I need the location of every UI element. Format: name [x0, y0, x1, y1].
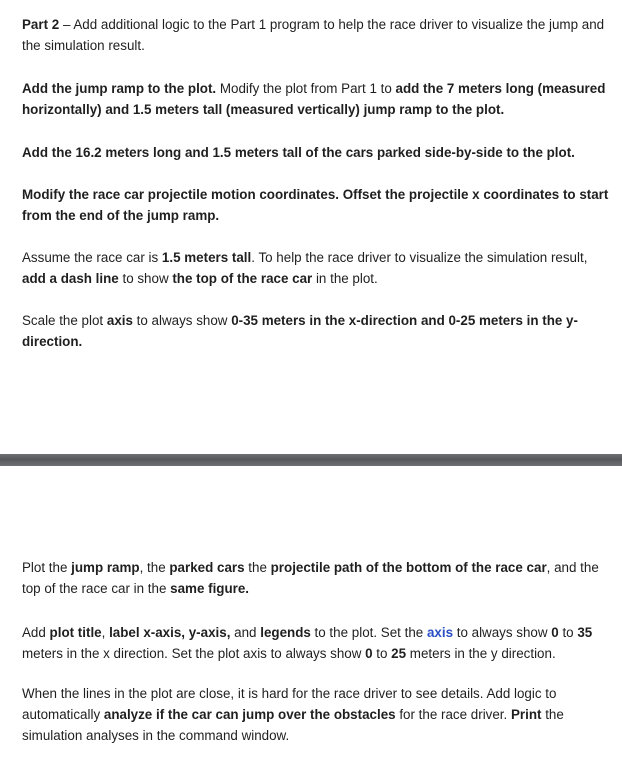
labels-t1: Add [22, 625, 50, 640]
plot-b3: projectile path of the bottom of the race car [270, 560, 547, 575]
projectile-rest: Offset the projectile x coordinates to start from the end of the jump ramp. [22, 187, 609, 223]
page-break-divider [0, 454, 622, 466]
race-car-b3: the top of the race car [172, 271, 313, 286]
labels-t3: and [230, 625, 261, 640]
labels-t5: to always show [453, 625, 552, 640]
labels-b6: 0 [365, 646, 373, 661]
labels-axis-highlight: axis [426, 625, 454, 640]
analysis-b2: Print [507, 707, 542, 722]
plot-t4: , and the top of the race car in the [22, 560, 599, 596]
analysis-paragraph [22, 683, 612, 746]
plot-b1: jump ramp [71, 560, 140, 575]
labels-b7: 25 [391, 646, 407, 661]
cars-text: Add the 16.2 meters long and 1.5 meters tall of the cars parked side-by-side to the plot. [22, 145, 575, 160]
projectile-lead: Modify the race car projectile motion coordinates. [22, 187, 339, 202]
scale-b1: axis [106, 313, 133, 328]
labels-b1: plot title [49, 625, 102, 640]
ramp-mid: Modify the plot from Part 1 to [216, 81, 396, 96]
labels-b5: 35 [577, 625, 593, 640]
race-car-t3: to show [118, 271, 173, 286]
analysis-t1: When the lines in the plot are close, it is hard for the race driver to see details. Add logic to automatically [22, 686, 557, 722]
plot-b4: same figure. [170, 581, 250, 596]
projectile-paragraph [22, 184, 612, 226]
labels-b3: legends [260, 625, 311, 640]
analysis-t2: for the race driver. [395, 707, 508, 722]
labels-t9: meters in the y direction. [406, 646, 556, 661]
part2-intro-text: – Add additional logic to the Part 1 program to help the race driver to visualize the jump and the simulation result. [22, 17, 605, 53]
plot-t2: , the [139, 560, 170, 575]
part2-intro-paragraph [22, 14, 612, 56]
ramp-lead: Add the jump ramp to the plot. [22, 81, 217, 96]
race-car-paragraph [22, 247, 612, 289]
analysis-t3: the simulation analyses in the command window. [22, 707, 564, 743]
scale-t1: Scale the plot [22, 313, 107, 328]
race-car-b2: add a dash line [22, 271, 119, 286]
race-car-t1: Assume the race car is [22, 250, 162, 265]
page-2 [0, 466, 622, 771]
scale-paragraph [22, 310, 612, 352]
ramp-paragraph [22, 78, 612, 120]
labels-t4: to the plot. Set the [310, 625, 427, 640]
labels-b2: label x-axis, y-axis, [109, 625, 231, 640]
labels-t2: , [101, 625, 110, 640]
plot-paragraph [22, 557, 612, 599]
analysis-b1: analyze if the car can jump over the obstacles [103, 707, 396, 722]
labels-b4: 0 [551, 625, 559, 640]
race-car-t2: . To help the race driver to visualize the simulation result, [251, 250, 588, 265]
part2-label: Part 2 [22, 17, 60, 32]
labels-t7: meters in the x direction. Set the plot axis to always show [22, 646, 366, 661]
labels-t8: to [372, 646, 392, 661]
plot-t1: Plot the [22, 560, 72, 575]
scale-b2: 0-35 meters in the x-direction and 0-25 meters in the y-direction. [22, 313, 578, 349]
labels-t6: to [558, 625, 578, 640]
race-car-t4: in the plot. [312, 271, 378, 286]
race-car-b1: 1.5 meters tall [161, 250, 252, 265]
plot-t3: the [244, 560, 271, 575]
ramp-bold: add the 7 meters long (measured horizontally) and 1.5 meters tall (measured vertically) jump ramp to the plot. [22, 81, 606, 117]
scale-t2: to always show [132, 313, 232, 328]
labels-paragraph [22, 622, 612, 664]
plot-b2: parked cars [169, 560, 245, 575]
cars-paragraph [22, 142, 612, 163]
